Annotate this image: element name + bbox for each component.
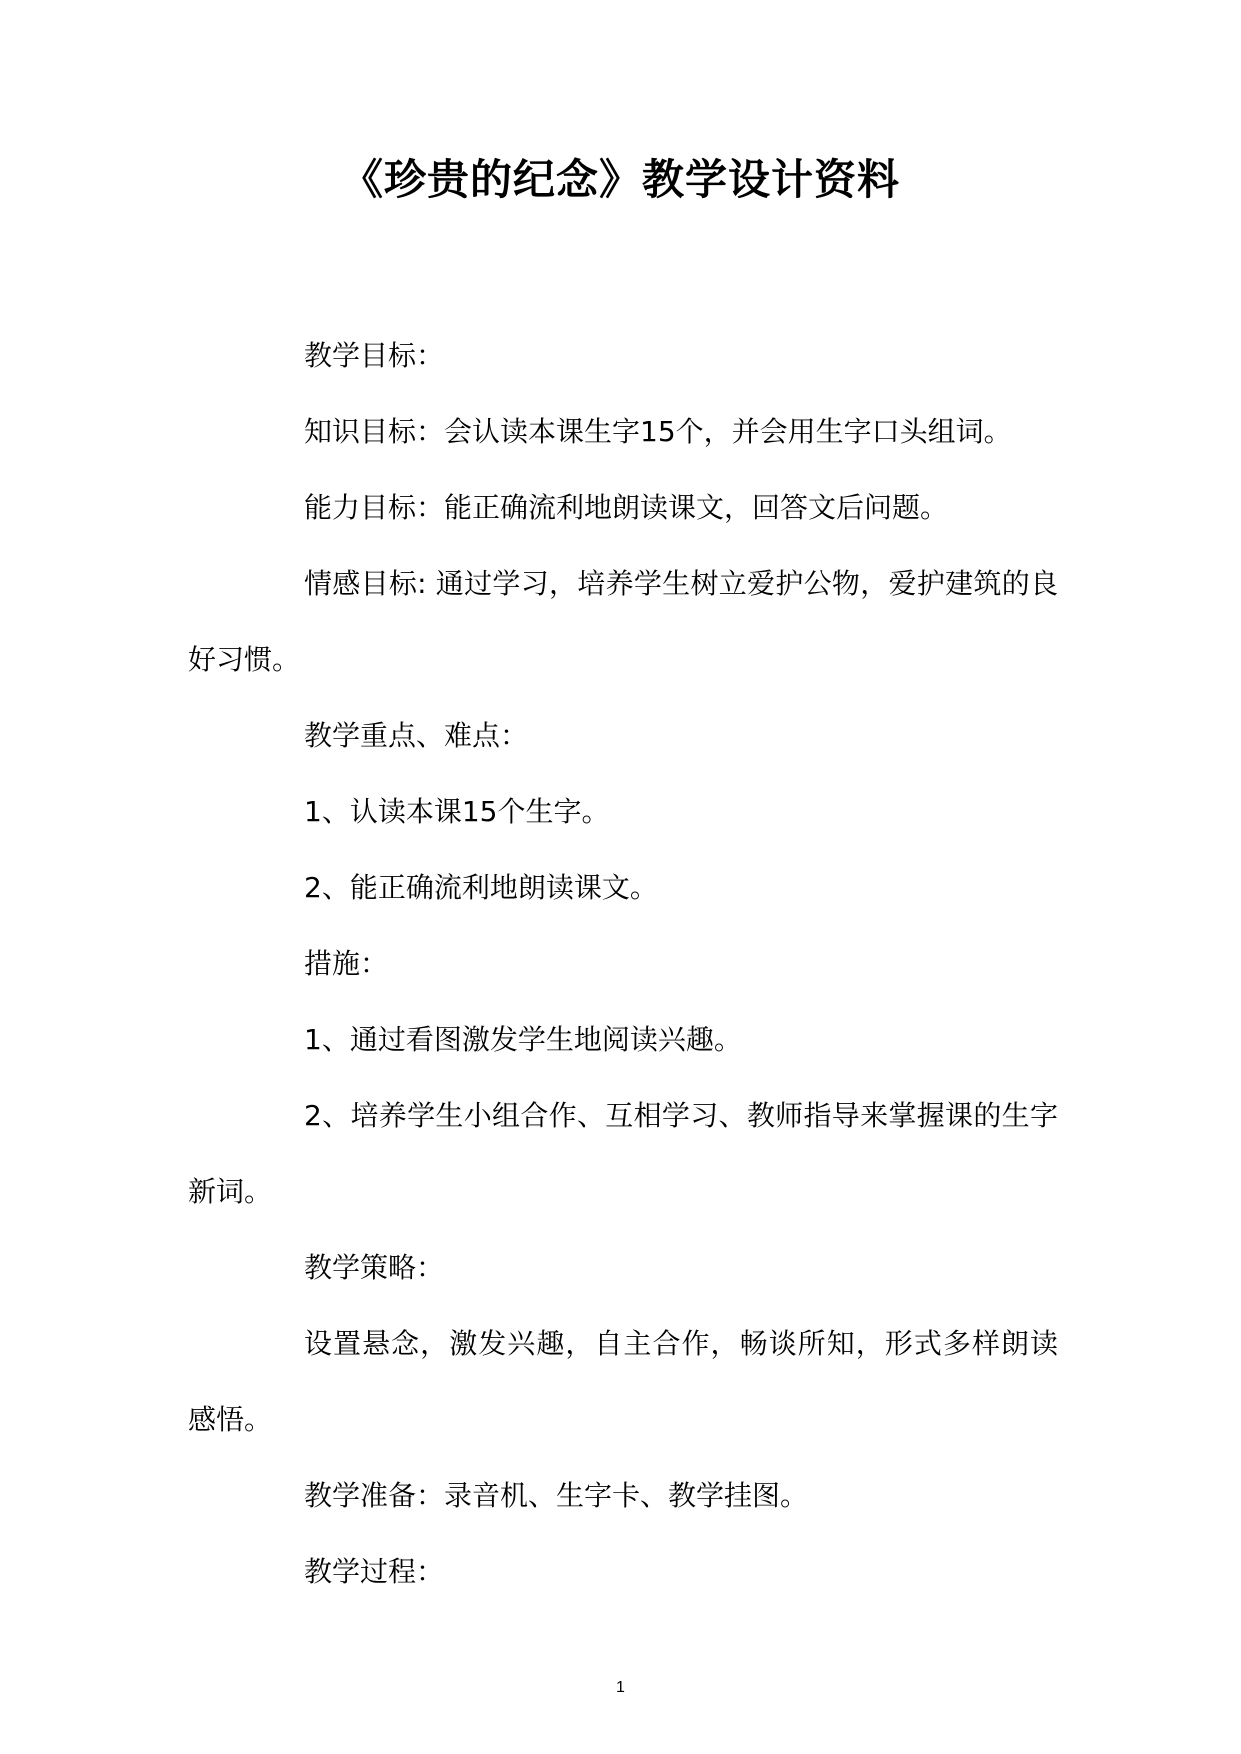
paragraph-measure-2: 2、培养学生小组合作、互相学习、教师指导来掌握课的生字新词。 [188,1099,1058,1208]
paragraph-teaching-goals-heading: 教学目标： [304,339,445,372]
paragraph-emotion-goal: 情感目标: 通过学习，培养学生树立爱护公物，爱护建筑的良好习惯。 [188,567,1058,676]
paragraph-strategy-heading: 教学策略： [304,1251,445,1284]
page-number: 1 [616,1679,625,1696]
paragraph-process-heading: 教学过程： [304,1555,445,1588]
document-title: 《珍贵的纪念》教学设计资料 [340,155,900,204]
paragraph-knowledge-goal: 知识目标：会认读本课生字15个，并会用生字口头组词。 [304,415,1012,448]
paragraph-preparation: 教学准备：录音机、生字卡、教学挂图。 [304,1479,809,1512]
paragraph-strategy: 设置悬念，激发兴趣，自主合作，畅谈所知，形式多样朗读感悟。 [188,1327,1058,1436]
paragraph-key-points-heading: 教学重点、难点： [304,719,529,752]
paragraph-key-point-2: 2、能正确流利地朗读课文。 [304,871,658,904]
paragraph-measure-1: 1、通过看图激发学生地阅读兴趣。 [304,1023,742,1056]
paragraph-key-point-1: 1、认读本课15个生字。 [304,795,610,828]
paragraph-ability-goal: 能力目标：能正确流利地朗读课文，回答文后问题。 [304,491,949,524]
paragraph-measures-heading: 措施： [304,947,389,980]
document-body [188,318,1058,1610]
